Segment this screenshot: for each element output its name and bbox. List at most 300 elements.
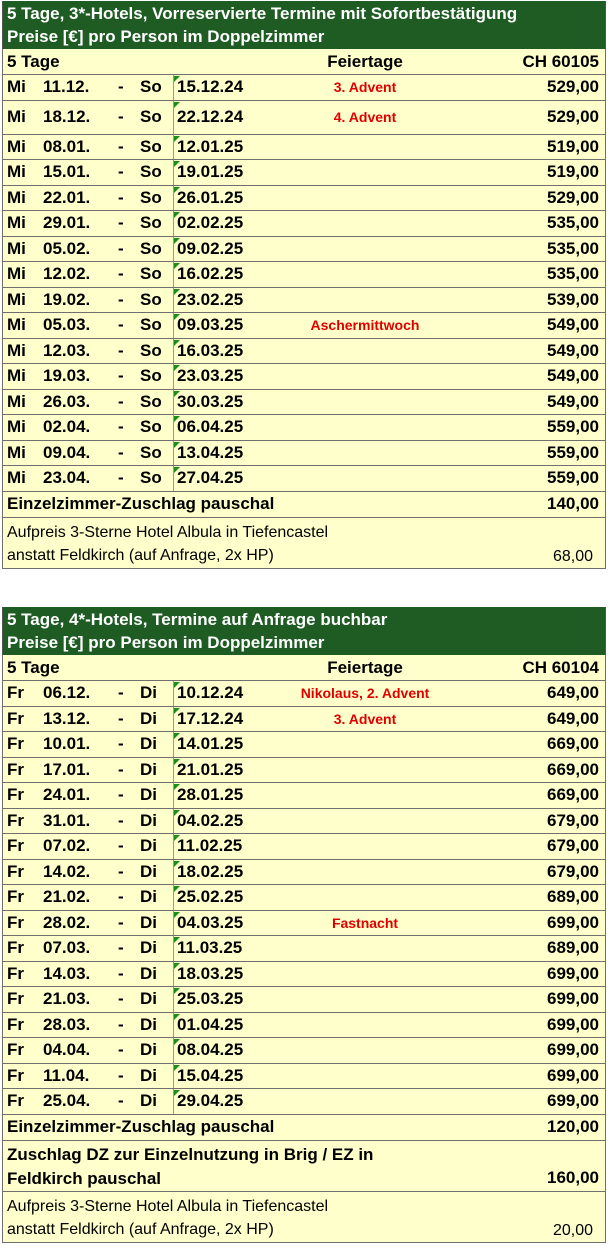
end-date: 09.03.25 (173, 313, 243, 338)
date-separator: - (118, 238, 124, 258)
date-separator: - (118, 187, 124, 207)
start-date: 24.01. (43, 785, 91, 805)
price: 689,00 (547, 887, 599, 907)
cell-marker-icon (174, 442, 180, 448)
end-date: 27.04.25 (173, 466, 243, 491)
end-weekday: Di (140, 810, 157, 830)
double-room-single-use-value: 160,00 (547, 1167, 599, 1187)
table-row (2, 1089, 606, 1115)
price: 539,00 (547, 289, 599, 309)
end-date: 25.03.25 (173, 987, 243, 1012)
cell-marker-icon (174, 835, 180, 841)
price: 529,00 (547, 77, 599, 97)
end-weekday: So (140, 289, 162, 309)
start-weekday: Mi (7, 187, 26, 207)
end-weekday: So (140, 315, 162, 335)
end-weekday: So (140, 238, 162, 258)
single-supplement-row (2, 1115, 606, 1141)
start-date: 19.02. (43, 289, 91, 309)
holiday-note (265, 211, 465, 236)
table-row (2, 160, 606, 186)
start-weekday: Fr (7, 963, 24, 983)
date-separator: - (118, 785, 124, 805)
table-row (2, 135, 606, 161)
date-separator: - (118, 989, 124, 1009)
end-weekday: Di (140, 785, 157, 805)
end-weekday: So (140, 107, 162, 126)
end-date: 22.12.24 (173, 101, 243, 134)
cell-marker-icon (174, 136, 180, 142)
upgrade-label (7, 521, 467, 567)
end-weekday: Di (140, 912, 157, 932)
cell-marker-icon (174, 861, 180, 867)
cell-marker-icon (174, 161, 180, 167)
start-date: 23.04. (43, 468, 91, 488)
start-weekday: Fr (7, 989, 24, 1009)
cell-marker-icon (174, 1065, 180, 1071)
end-weekday: So (140, 162, 162, 182)
double-room-single-use-label: Zuschlag DZ zur Einzelnutzung in Brig / EZ in Feldkirch pauschal (7, 1144, 374, 1188)
date-separator: - (118, 340, 124, 360)
end-date: 11.03.25 (173, 936, 242, 961)
date-separator: - (118, 1065, 124, 1085)
start-date: 25.04. (43, 1091, 91, 1111)
start-weekday: Fr (7, 759, 24, 779)
holiday-note (265, 885, 465, 910)
start-weekday: Mi (7, 77, 26, 97)
start-date: 13.12. (43, 708, 91, 728)
start-weekday: Fr (7, 887, 24, 907)
start-weekday: Mi (7, 136, 26, 156)
holiday-note: Aschermittwoch (310, 317, 420, 334)
holiday-note (265, 936, 465, 961)
table-row (2, 809, 606, 835)
upgrade-value: 20,00 (552, 1221, 593, 1239)
price: 699,00 (547, 1065, 599, 1085)
end-weekday: Di (140, 1040, 157, 1060)
start-date: 10.01. (43, 734, 91, 754)
end-weekday: So (140, 77, 162, 97)
end-weekday: Di (140, 836, 157, 856)
column-duration: 5 Tage (7, 657, 60, 677)
date-separator: - (118, 683, 124, 703)
start-date: 15.01. (43, 162, 91, 182)
price: 559,00 (547, 417, 599, 437)
start-weekday: Fr (7, 810, 24, 830)
date-separator: - (118, 468, 124, 488)
cell-marker-icon (174, 238, 180, 244)
date-separator: - (118, 1040, 124, 1060)
end-date: 16.03.25 (173, 339, 243, 364)
cell-marker-icon (174, 784, 180, 790)
start-weekday: Fr (7, 1065, 24, 1085)
cell-marker-icon (174, 365, 180, 371)
end-weekday: Di (140, 1091, 157, 1111)
start-weekday: Mi (7, 366, 26, 386)
end-date: 09.02.25 (173, 237, 243, 262)
start-weekday: Mi (7, 468, 26, 488)
end-date: 19.01.25 (173, 160, 243, 185)
column-duration: 5 Tage (7, 51, 60, 71)
end-weekday: Di (140, 759, 157, 779)
end-weekday: So (140, 468, 162, 488)
table-title: 5 Tage, 4*-Hotels, Termine auf Anfrage buchbar (7, 610, 388, 629)
end-date: 18.02.25 (173, 860, 243, 885)
end-date: 02.02.25 (173, 211, 243, 236)
end-date: 15.04.25 (173, 1064, 243, 1089)
holiday-note (265, 783, 465, 808)
start-date: 05.02. (43, 238, 91, 258)
end-date: 23.02.25 (173, 288, 243, 313)
holiday-note (265, 758, 465, 783)
start-date: 14.03. (43, 963, 91, 983)
start-weekday: Mi (7, 417, 26, 437)
start-date: 17.01. (43, 759, 91, 779)
holiday-note (265, 809, 465, 834)
table-row (2, 681, 606, 707)
table-row (2, 441, 606, 467)
upgrade-label-line2: anstatt Feldkirch (auf Anfrage, 2x HP) (7, 546, 274, 564)
table-row (2, 758, 606, 784)
table-row (2, 237, 606, 263)
start-weekday: Fr (7, 861, 24, 881)
start-weekday: Fr (7, 708, 24, 728)
cell-marker-icon (174, 733, 180, 739)
date-separator: - (118, 734, 124, 754)
table-row (2, 911, 606, 937)
date-separator: - (118, 938, 124, 958)
table-subtitle: Preise [€] pro Person im Doppelzimmer (7, 633, 325, 652)
start-date: 09.04. (43, 442, 91, 462)
date-separator: - (118, 366, 124, 386)
end-weekday: Di (140, 734, 157, 754)
start-date: 22.01. (43, 187, 91, 207)
holiday-note (265, 466, 465, 491)
price: 699,00 (547, 1014, 599, 1034)
price: 669,00 (547, 785, 599, 805)
date-separator: - (118, 391, 124, 411)
start-weekday: Mi (7, 315, 26, 335)
price: 679,00 (547, 861, 599, 881)
table-row (2, 834, 606, 860)
holiday-note (265, 390, 465, 415)
end-date: 12.01.25 (173, 135, 243, 160)
price-table-4-star (2, 607, 606, 1243)
holiday-note: Fastnacht (331, 914, 399, 931)
end-weekday: So (140, 136, 162, 156)
double-room-single-use-row (2, 1141, 606, 1192)
date-separator: - (118, 77, 124, 97)
date-separator: - (118, 442, 124, 462)
cell-marker-icon (174, 1014, 180, 1020)
end-date: 17.12.24 (173, 707, 243, 732)
start-date: 11.12. (43, 77, 90, 97)
cell-marker-icon (174, 212, 180, 218)
date-separator: - (118, 861, 124, 881)
single-supplement-row (2, 492, 606, 518)
holiday-note (265, 237, 465, 262)
end-date: 30.03.25 (173, 390, 243, 415)
cell-marker-icon (174, 1090, 180, 1096)
end-weekday: Di (140, 683, 157, 703)
end-date: 11.02.25 (173, 834, 242, 859)
single-supplement-value: 140,00 (547, 494, 599, 513)
date-rows (2, 75, 606, 492)
start-date: 04.04. (43, 1040, 91, 1060)
price: 549,00 (547, 391, 599, 411)
start-date: 07.02. (43, 836, 91, 856)
holiday-note (265, 1013, 465, 1038)
table-subtitle: Preise [€] pro Person im Doppelzimmer (7, 27, 325, 46)
table-row (2, 987, 606, 1013)
holiday-note: 4. Advent (333, 109, 397, 125)
end-date: 06.04.25 (173, 415, 243, 440)
date-separator: - (118, 162, 124, 182)
holiday-note (265, 1089, 465, 1114)
price: 549,00 (547, 340, 599, 360)
cell-marker-icon (174, 187, 180, 193)
price: 519,00 (547, 136, 599, 156)
price: 669,00 (547, 759, 599, 779)
start-weekday: Mi (7, 162, 26, 182)
price: 549,00 (547, 315, 599, 335)
start-weekday: Fr (7, 938, 24, 958)
start-weekday: Mi (7, 391, 26, 411)
table-row (2, 466, 606, 492)
table-row (2, 783, 606, 809)
cell-marker-icon (174, 289, 180, 295)
end-date: 04.03.25 (173, 911, 243, 936)
holiday-note (265, 135, 465, 160)
end-date: 15.12.24 (173, 75, 243, 100)
end-weekday: So (140, 442, 162, 462)
holiday-note (265, 288, 465, 313)
holiday-note (265, 339, 465, 364)
start-date: 14.02. (43, 861, 91, 881)
end-date: 04.02.25 (173, 809, 243, 834)
price: 699,00 (547, 1040, 599, 1060)
upgrade-label-line1: Aufpreis 3-Sterne Hotel Albula in Tiefencastel (7, 1197, 329, 1215)
date-separator: - (118, 315, 124, 335)
end-weekday: So (140, 391, 162, 411)
start-date: 18.12. (43, 107, 91, 126)
cell-marker-icon (174, 391, 180, 397)
start-date: 08.01. (43, 136, 91, 156)
date-separator: - (118, 836, 124, 856)
start-date: 02.04. (43, 417, 91, 437)
date-separator: - (118, 1014, 124, 1034)
price: 529,00 (547, 107, 599, 126)
table-row (2, 732, 606, 758)
price: 529,00 (547, 187, 599, 207)
date-separator: - (118, 417, 124, 437)
price: 699,00 (547, 912, 599, 932)
date-separator: - (118, 887, 124, 907)
end-weekday: So (140, 213, 162, 233)
cell-marker-icon (174, 759, 180, 765)
date-separator: - (118, 708, 124, 728)
end-date: 08.04.25 (173, 1038, 243, 1063)
start-date: 05.03. (43, 315, 91, 335)
start-weekday: Fr (7, 734, 24, 754)
cell-marker-icon (174, 937, 180, 943)
table-header (2, 1, 606, 49)
table-row (2, 339, 606, 365)
price: 689,00 (547, 938, 599, 958)
start-date: 28.02. (43, 912, 91, 932)
holiday-note (265, 160, 465, 185)
upgrade-label-line2: anstatt Feldkirch (auf Anfrage, 2x HP) (7, 1220, 274, 1238)
holiday-note (265, 987, 465, 1012)
date-rows (2, 681, 606, 1115)
end-weekday: Di (140, 938, 157, 958)
start-weekday: Fr (7, 836, 24, 856)
table-title: 5 Tage, 3*-Hotels, Vorreservierte Termine mit Sofortbestätigung (7, 4, 518, 23)
date-separator: - (118, 136, 124, 156)
end-date: 23.03.25 (173, 364, 243, 389)
upgrade-label-line1: Aufpreis 3-Sterne Hotel Albula in Tiefencastel (7, 523, 329, 541)
price: 679,00 (547, 836, 599, 856)
end-date: 10.12.24 (173, 681, 243, 706)
upgrade-row (2, 518, 606, 569)
table-row (2, 707, 606, 733)
start-weekday: Fr (7, 1091, 24, 1111)
table-row (2, 390, 606, 416)
upgrade-value: 68,00 (552, 547, 593, 565)
cell-marker-icon (174, 810, 180, 816)
column-header-row (2, 49, 606, 75)
price: 669,00 (547, 734, 599, 754)
single-supplement-label: Einzelzimmer-Zuschlag pauschal (7, 494, 275, 513)
end-date: 16.02.25 (173, 262, 243, 287)
holiday-note (265, 262, 465, 287)
cell-marker-icon (174, 340, 180, 346)
column-holidays: Feiertage (327, 657, 403, 677)
date-separator: - (118, 912, 124, 932)
date-separator: - (118, 810, 124, 830)
start-date: 19.03. (43, 366, 91, 386)
price-table-3-star (2, 1, 606, 569)
holiday-note (265, 1064, 465, 1089)
table-row (2, 211, 606, 237)
holiday-note: 3. Advent (333, 710, 397, 727)
column-tour-code: CH 60104 (522, 657, 599, 677)
start-weekday: Mi (7, 340, 26, 360)
end-weekday: So (140, 264, 162, 284)
end-date: 01.04.25 (173, 1013, 243, 1038)
cell-marker-icon (174, 708, 180, 714)
price: 535,00 (547, 213, 599, 233)
start-weekday: Fr (7, 912, 24, 932)
price: 649,00 (547, 683, 599, 703)
end-date: 13.04.25 (173, 441, 243, 466)
cell-marker-icon (174, 263, 180, 269)
start-date: 11.04. (43, 1065, 90, 1085)
start-weekday: Mi (7, 107, 26, 126)
start-weekday: Fr (7, 1014, 24, 1034)
table-row (2, 885, 606, 911)
table-row (2, 75, 606, 101)
column-header-row (2, 655, 606, 681)
date-separator: - (118, 213, 124, 233)
end-date: 29.04.25 (173, 1089, 243, 1114)
start-date: 07.03. (43, 938, 91, 958)
holiday-note (265, 962, 465, 987)
start-date: 12.02. (43, 264, 91, 284)
table-row (2, 313, 606, 339)
price: 549,00 (547, 366, 599, 386)
cell-marker-icon (174, 314, 180, 320)
cell-marker-icon (174, 467, 180, 473)
date-separator: - (118, 107, 124, 126)
table-row (2, 262, 606, 288)
cell-marker-icon (174, 988, 180, 994)
holiday-note: 3. Advent (333, 79, 397, 96)
end-weekday: So (140, 417, 162, 437)
table-row (2, 962, 606, 988)
holiday-note (265, 415, 465, 440)
upgrade-row (2, 1192, 606, 1243)
date-separator: - (118, 759, 124, 779)
holiday-note: Nikolaus, 2. Advent (300, 685, 430, 702)
end-date: 18.03.25 (173, 962, 243, 987)
cell-marker-icon (174, 1039, 180, 1045)
price: 649,00 (547, 708, 599, 728)
start-weekday: Fr (7, 785, 24, 805)
table-row (2, 1038, 606, 1064)
cell-marker-icon (174, 76, 180, 82)
holiday-note (265, 834, 465, 859)
cell-marker-icon (174, 963, 180, 969)
price: 559,00 (547, 442, 599, 462)
holiday-note (265, 441, 465, 466)
end-weekday: Di (140, 1065, 157, 1085)
table-row (2, 1013, 606, 1039)
table-row (2, 364, 606, 390)
table-row (2, 1064, 606, 1090)
holiday-note (265, 186, 465, 211)
start-weekday: Mi (7, 264, 26, 284)
date-separator: - (118, 963, 124, 983)
price: 699,00 (547, 989, 599, 1009)
end-weekday: Di (140, 887, 157, 907)
end-weekday: Di (140, 963, 157, 983)
upgrade-label (7, 1195, 467, 1241)
single-supplement-value: 120,00 (547, 1117, 599, 1136)
start-date: 26.03. (43, 391, 91, 411)
end-weekday: So (140, 366, 162, 386)
price: 535,00 (547, 238, 599, 258)
table-row (2, 936, 606, 962)
end-date: 21.01.25 (173, 758, 243, 783)
column-tour-code: CH 60105 (522, 51, 599, 71)
end-weekday: Di (140, 1014, 157, 1034)
price: 679,00 (547, 810, 599, 830)
date-separator: - (118, 289, 124, 309)
cell-marker-icon (174, 912, 180, 918)
start-weekday: Fr (7, 1040, 24, 1060)
cell-marker-icon (174, 682, 180, 688)
holiday-note (265, 364, 465, 389)
price: 699,00 (547, 963, 599, 983)
start-weekday: Mi (7, 238, 26, 258)
table-header (2, 607, 606, 655)
cell-marker-icon (174, 416, 180, 422)
single-supplement-label: Einzelzimmer-Zuschlag pauschal (7, 1117, 275, 1136)
start-date: 06.12. (43, 683, 91, 703)
end-weekday: Di (140, 989, 157, 1009)
cell-marker-icon (174, 886, 180, 892)
